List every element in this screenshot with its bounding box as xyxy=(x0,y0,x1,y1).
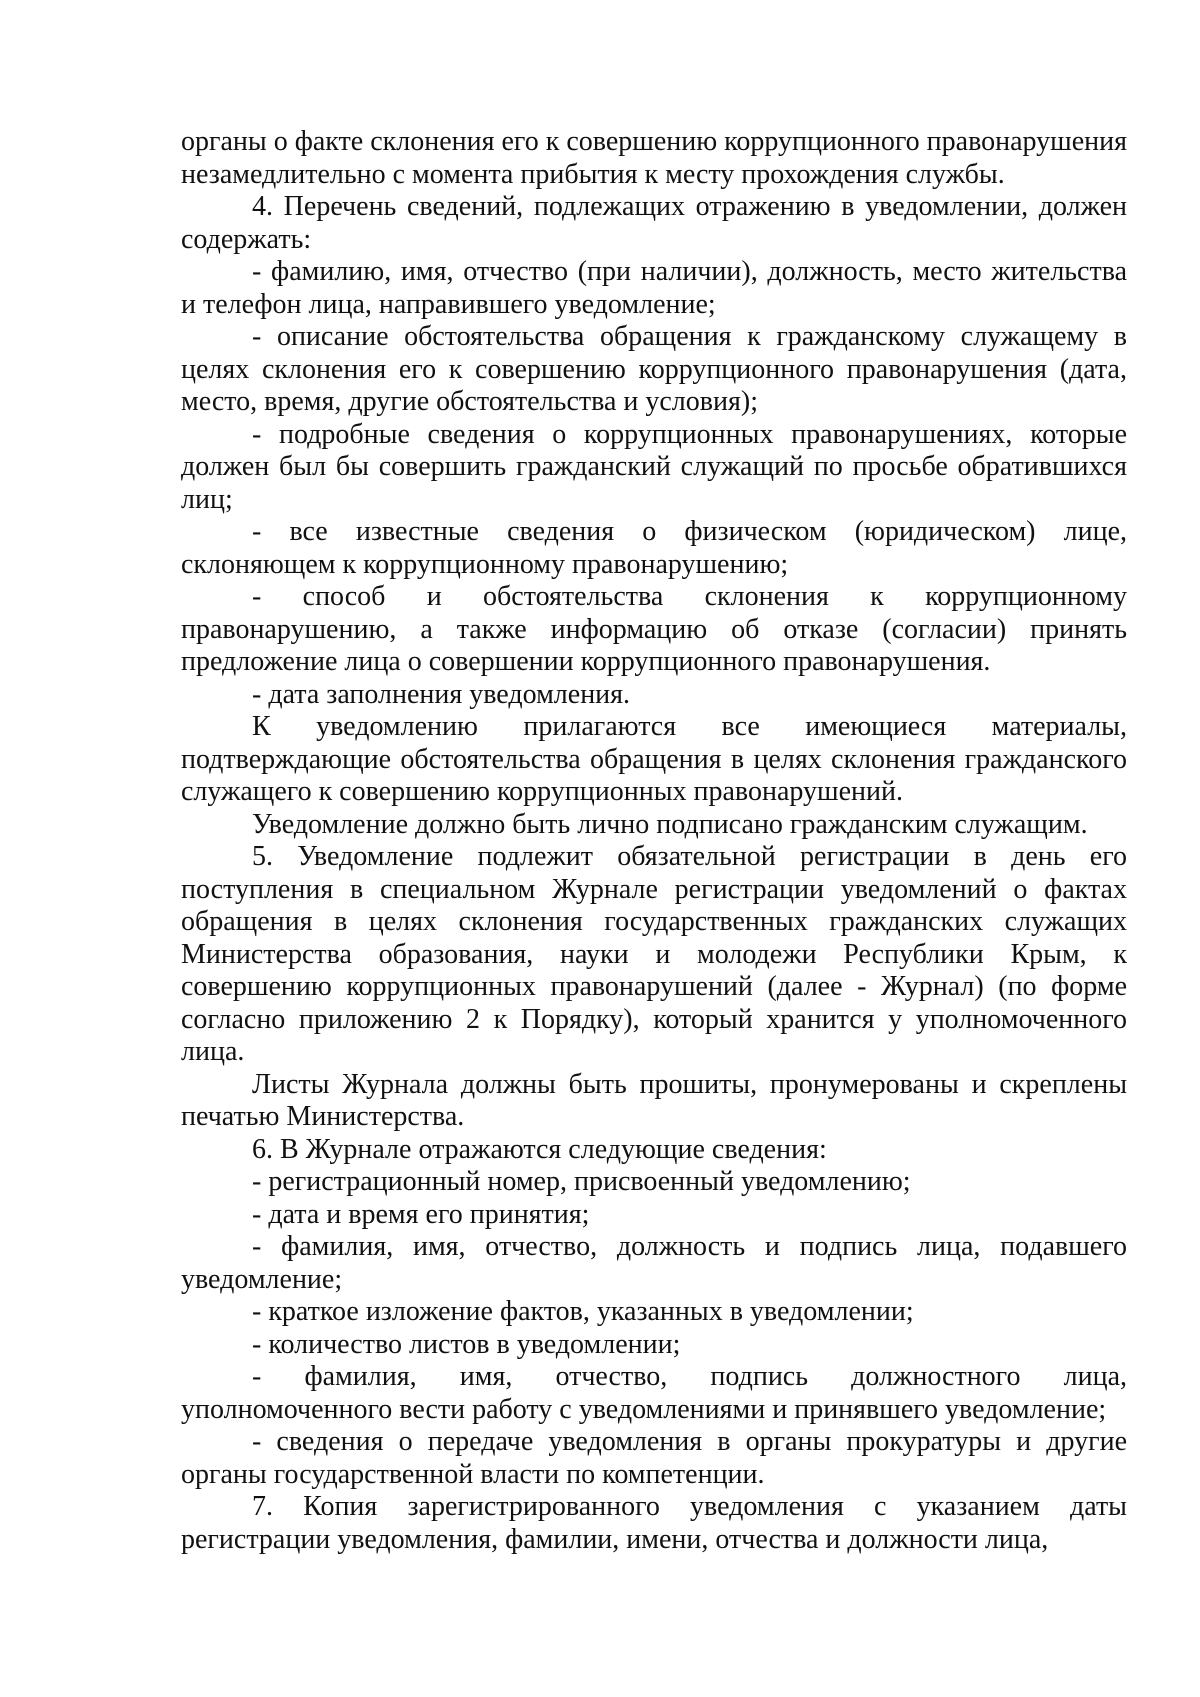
list-item-reg-number: - регистрационный номер, присвоенный уведомлению; xyxy=(252,1166,911,1197)
list-item-official: - фамилия, имя, отчество, подпись должностного лица, уполномоченного вести работу с уведомлениями и принявшего уведомление; xyxy=(181,1361,1127,1425)
list-item-reg-date: - дата и время его принятия; xyxy=(252,1198,590,1230)
list-item-method: - способ и обстоятельства склонения к коррупционному правонарушению, а также информацию об отказе (согласии) принять предложение лица о совершении коррупционного правонарушения. xyxy=(181,581,1127,677)
list-item-circumstances: - описание обстоятельства обращения к гражданскому служащему в целях склонения его к совершению коррупционного правонарушения (дата, место, время, другие обстоятельства и условия); xyxy=(181,321,1127,417)
list-item-submitter: - фамилия, имя, отчество, должность и подпись лица, подавшего уведомление; xyxy=(181,1231,1127,1295)
document-body xyxy=(181,126,1127,1556)
list-item-transfer: - сведения о передаче уведомления в органы прокуратуры и другие органы государственной власти по компетенции. xyxy=(181,1426,1127,1490)
paragraph-continuation: органы о факте склонения его к совершению коррупционного правонарушения незамедлительно с момента прибытия к месту прохождения службы. xyxy=(181,126,1127,190)
paragraph-item-6: 6. В Журнале отражаются следующие сведения: xyxy=(252,1133,827,1165)
paragraph-item-4: 4. Перечень сведений, подлежащих отражению в уведомлении, должен содержать: xyxy=(181,191,1127,255)
paragraph-journal-sheets: Листы Журнала должны быть прошиты, пронумерованы и скреплены печатью Министерства. xyxy=(181,1068,1127,1132)
list-item-known-info: - все известные сведения о физическом (юридическом) лице, склоняющем к коррупционному правонарушению; xyxy=(181,516,1127,580)
paragraph-attachments: К уведомлению прилагаются все имеющиеся материалы, подтверждающие обстоятельства обращения в целях склонения гражданского служащего к совершению коррупционных правонарушений. xyxy=(181,711,1127,807)
paragraph-item-7: 7. Копия зарегистрированного уведомления с указанием даты регистрации уведомления, фамилии, имени, отчества и должности лица, xyxy=(181,1491,1127,1555)
list-item-fio: - фамилию, имя, отчество (при наличии), должность, место жительства и телефон лица, направившего уведомление; xyxy=(181,256,1127,320)
paragraph-signature: Уведомление должно быть лично подписано гражданским служащим. xyxy=(252,808,1088,840)
paragraph-item-5: 5. Уведомление подлежит обязательной регистрации в день его поступления в специальном Журнале регистрации уведомлений о фактах обращения в целях склонения государственных гражданских служащих Министерства образования, науки и молодежи Республики Крым, к совершению коррупционных правонарушений (далее - Журнал) (по форме согласно приложению 2 к Порядку), который хранится у уполномоченного лица. xyxy=(181,841,1127,1067)
list-item-date: - дата заполнения уведомления. xyxy=(252,678,631,710)
list-item-details: - подробные сведения о коррупционных правонарушениях, которые должен был бы совершить гражданский служащий по просьбе обратившихся лиц; xyxy=(181,418,1127,515)
list-item-sheet-count: - количество листов в уведомлении; xyxy=(252,1328,681,1360)
list-item-summary: - краткое изложение фактов, указанных в уведомлении; xyxy=(252,1296,914,1327)
